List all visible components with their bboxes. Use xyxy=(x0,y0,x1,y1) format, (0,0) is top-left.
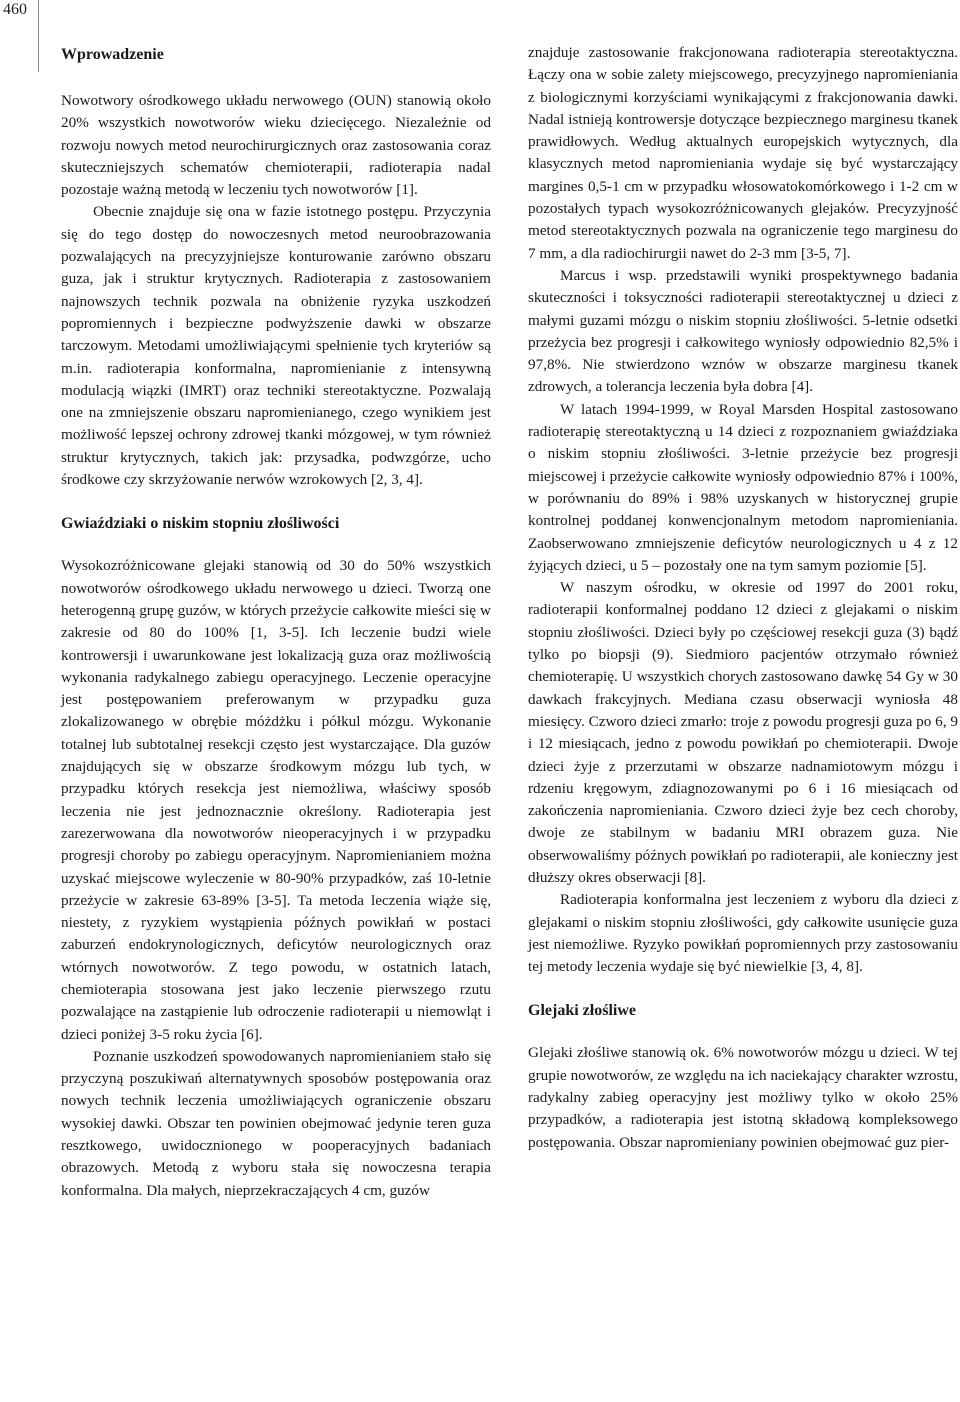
right-column xyxy=(528,42,958,1154)
section-heading-malignant-gliomas: Glejaki złośliwe xyxy=(528,1002,636,1020)
section-heading-introduction: Wprowadzenie xyxy=(61,46,164,63)
malignant-paragraph-1: Glejaki złośliwe stanowią ok. 6% nowotworów mózgu u dzieci. W tej grupie nowotworów, ze względu na ich naciekający charakter wzrostu, radykalny zabieg operacyjny jest możliwy tylko w około 25% przypadków, a radioterapia jest istotną składową kompleksowego postępowania. Obszar napromieniany powinien obejmować guz pier- xyxy=(528,1044,958,1151)
right-paragraph-3: W latach 1994-1999, w Royal Marsden Hospital zastosowano radioterapię stereotaktyczną u 14 dzieci z rozpoznaniem gwiaździaka o niskim stopniu złośliwości. 3-letnie przeżycie bez progresji miejscowej i przeżycie całkowite wyniosły odpowiednio 87% i 100%, w porównaniu do 89% i 98% uzyskanych w historycznej grupie kontrolnej poddanej konwencjonalnym metodom napromieniania. Zaobserwowano zmniejszenie deficytów neurologicznych u 4 z 12 żyjących dzieci, u 5 – pozostały one na tym samym poziomie [5]. xyxy=(528,400,958,574)
right-paragraph-2: Marcus i wsp. przedstawili wyniki prospektywnego badania skuteczności i toksyczności radioterapii stereotaktycznej u dzieci z małymi guzami mózgu o niskim stopniu złośliwości. 5-letnie odsetki przeżycia bez progresji i całkowitego wyniosły odpowiednio 82,5% i 97,8%. Nie stwierdzono wznów w obszarze marginesu tkanek zdrowych, a tolerancja leczenia była dobra [4]. xyxy=(528,266,958,396)
margin-rule xyxy=(38,0,39,72)
right-paragraph-5: Radioterapia konformalna jest leczeniem z wyboru dla dzieci z glejakami o niskim stopniu złośliwości, gdy całkowite usunięcie guza jest niemożliwe. Ryzyko powikłań popromiennych przy zastosowaniu tej metody leczenia wydaje się być niewielkie [3, 4, 8]. xyxy=(528,891,958,976)
right-paragraph-4: W naszym ośrodku, w okresie od 1997 do 2001 roku, radioterapii konformalnej poddano 12 dzieci z glejakami o niskim stopniu złośliwości. Dzieci były po częściowej resekcji guza (3) bądź tylko po biopsji (9). Siedmioro pacjentów otrzymało również chemioterapię. U wszystkich chorych zastosowano dawkę 54 Gy w 30 dawkach frakcyjnych. Mediana czasu obserwacji wyniosła 48 miesięcy. Czworo dzieci zmarło: troje z powodu progresji guza po 6, 9 i 12 miesiącach, jedno z powodu powikłań po chemioterapii. Dwoje dzieci żyje z przerzutami w obszarze nadnamiotowym mózgu i rdzeniu kręgowym, zdiagnozowanymi po 6 i 16 miesiącach od zakończenia napromieniania. Czworo dzieci żyje bez cech choroby, dwoje ze stabilnym w badaniu MRI obrazem guza. Nie obserwowaliśmy późnych powikłań po radioterapii, ale konieczny jest dłuższy okres obserwacji [8]. xyxy=(528,579,958,886)
low-grade-paragraph-2: Poznanie uszkodzeń spowodowanych napromienianiem stało się przyczyną poszukiwań alternatywnych sposobów postępowania oraz nowych technik leczenia umożliwiających ograniczenie obszaru wysokiej dawki. Obszar ten powinien obejmować jedynie teren guza resztkowego, uwidocznionego w pooperacyjnych badaniach obrazowych. Metodą z wyboru stała się nowoczesna terapia konformalna. Dla małych, nieprzekraczających 4 cm, guzów xyxy=(61,1047,491,1199)
intro-paragraph-1: Nowotwory ośrodkowego układu nerwowego (OUN) stanowią około 20% wszystkich nowotworów wieku dziecięcego. Niezależnie od rozwoju nowych metod neurochirurgicznych oraz zastosowania coraz skuteczniejszych schematów chemioterapii, radioterapia nadal pozostaje ważną metodą w leczeniu tych nowotworów [1]. xyxy=(61,92,491,199)
section-heading-low-grade-astrocytomas: Gwiaździaki o niskim stopniu złośliwości xyxy=(61,515,340,533)
intro-paragraph-2: Obecnie znajduje się ona w fazie istotnego postępu. Przyczynia się do tego dostęp do nowoczesnych metod neuroobrazowania pozwalających na precyzyjniejsze konturowanie zarówno obszaru guza, jak i struktur krytycznych. Radioterapia z zastosowaniem najnowszych technik pozwala na obniżenie ryzyka uszkodzeń popromiennych i bezpieczne podwyższenie dawki w obszarze tarczowym. Metodami umożliwiającymi spełnienie tych kryteriów są m.in. radioterapia konformalna, napromienianie z intensywną modulacją wiązki (IMRT) oraz techniki stereotaktyczne. Pozwalają one na zmniejszenie obszaru napromienianego, czego wynikiem jest możliwość lepszej ochrony zdrowej tkanki mózgowej, w tym również struktur krytycznych, takich jak: przysadka, podwzgórze, ucho środkowe czy skrzyżowanie nerwów wzrokowych [2, 3, 4]. xyxy=(61,203,491,489)
page-number: 460 xyxy=(3,1,27,18)
right-paragraph-1: znajduje zastosowanie frakcjonowana radioterapia stereotaktyczna. Łączy ona w sobie zalety miejscowego, precyzyjnego napromieniania z biologicznymi korzyściami wynikającymi z frakcjonowania dawki. Nadal istnieją kontrowersje dotyczące bezpiecznego marginesu tkanek prawidłowych. Według aktualnych europejskich wytycznych, dla klasycznych metod napromieniania wydaje się być wystarczający margines 0,5-1 cm w przypadku włosowatokomórkowego i 1-2 cm w pozostałych typach wysokozróżnicowanych glejaków. Precyzyjność metod stereotaktycznych pozwala na ograniczenie tego marginesu do 7 mm, a dla radiochirurgii nawet do 2-3 mm [3-5, 7]. xyxy=(528,44,958,262)
low-grade-paragraph-1: Wysokozróżnicowane glejaki stanowią od 30 do 50% wszystkich nowotworów ośrodkowego układu nerwowego u dzieci. Tworzą one heterogenną grupę guzów, w których przeżycie całkowite mieści się w zakresie od 80 do 100% [1, 3-5]. Ich leczenie budzi wiele kontrowersji i uwarunkowane jest lokalizacją guza oraz możliwością wykonania radykalnego zabiegu operacyjnego. Leczenie operacyjne jest postępowaniem preferowanym w przypadku guza zlokalizowanego w obrębie móżdżku i półkul mózgu. Wykonanie totalnej lub subtotalnej resekcji często jest wystarczające. Dla guzów znajdujących się w obszarze środkowym mózgu lub tych, w przypadku których resekcja jest niemożliwa, właściwy sposób leczenia nie jest jednoznacznie określony. Radioterapia jest zarezerwowana dla nowotworów nieoperacyjnych i w przypadku progresji choroby po zabiegu operacyjnym. Napromienianiem można uzyskać miejscowe wyleczenie w 80-90% przypadków, zaś 10-letnie przeżycie w zakresie 63-89% [3-5]. Ta metoda leczenia wiąże się, niestety, z ryzykiem wystąpienia późnych powikłań w postaci zaburzeń endokrynologicznych, deficytów neurologicznych oraz wtórnych nowotworów. Z tego powodu, w ostatnich latach, chemioterapia stosowana jest jako leczenie pierwszego rzutu pozwalające na zastąpienie lub odroczenie radioterapii u niemowląt i dzieci poniżej 3-5 roku życia [6]. xyxy=(61,557,491,1043)
left-column xyxy=(61,44,491,1202)
